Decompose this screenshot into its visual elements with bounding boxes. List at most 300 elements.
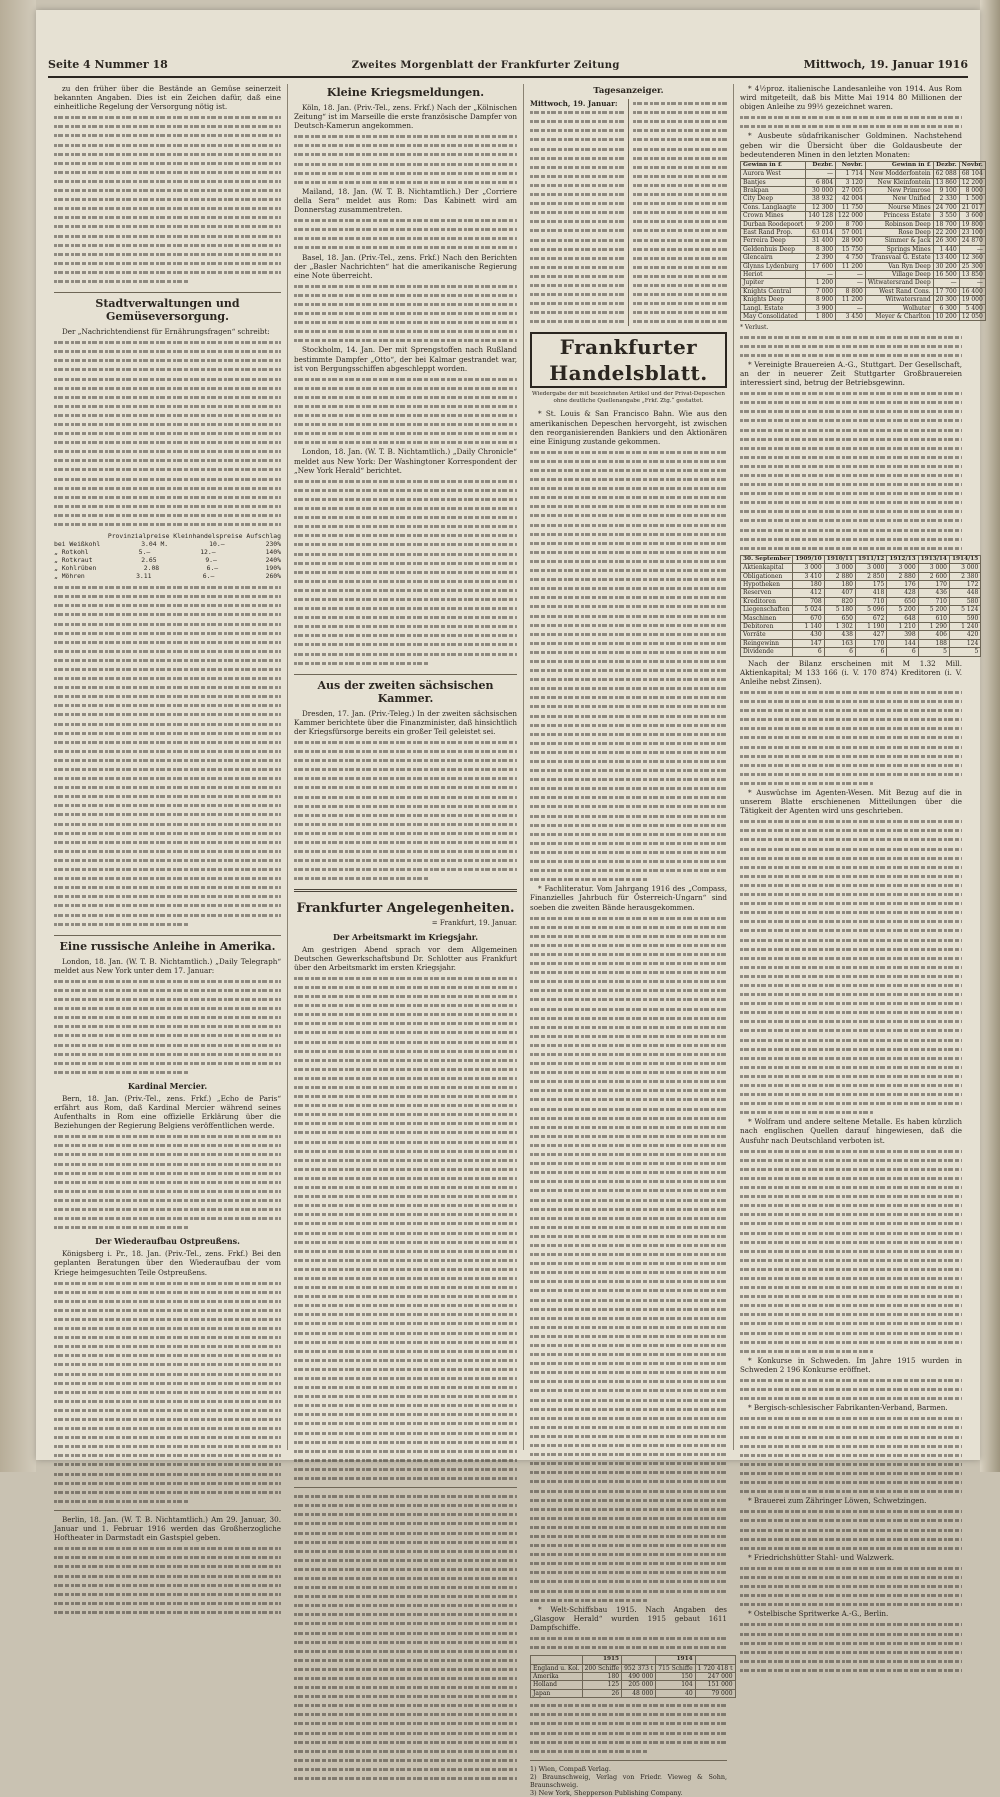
mercier-lead: Bern, 18. Jan. (Priv.-Tel., zens. Frkf.) „Echo de Paris“ erfährt aus Rom, daß Kardinal Mercier während seines Aufenthalts in Rom eine offizielle Erklärung über die Beziehungen der Regierung Belgiens veröffentlichen werde. xyxy=(54,1093,281,1131)
russ-lead: London, 18. Jan. (W. T. B. Nichtamtlich.) „Daily Telegraph“ meldet aus New York unter dem 17. Januar: xyxy=(54,956,281,975)
table-cell: — xyxy=(806,271,836,279)
table-cell: 5 124 xyxy=(949,606,980,614)
price-table-header: Provinzialpreise Kleinhandelspreise Aufschlag xyxy=(107,532,281,541)
price-row xyxy=(54,540,281,548)
price-cell: 3.11 xyxy=(136,572,152,581)
table-cell: Debitoren xyxy=(741,623,793,631)
table-cell: 15 750 xyxy=(836,245,866,253)
table-header-cell xyxy=(695,1656,735,1664)
table-cell: 23 100 xyxy=(959,229,985,237)
table-cell: 2 880 xyxy=(824,572,855,580)
headline-wiederaufbau: Der Wiederaufbau Ostpreußens. xyxy=(95,1236,240,1247)
table-cell: 5 200 xyxy=(918,606,949,614)
table-cell: Knights Central xyxy=(741,287,806,295)
table-cell: 12 300 xyxy=(806,203,836,211)
table-cell: 8 800 xyxy=(836,287,866,295)
table-cell: 24 700 xyxy=(933,203,959,211)
table-cell: 11 200 xyxy=(836,296,866,304)
table-cell: 27 005 xyxy=(836,186,866,194)
table-cell: 170 xyxy=(918,581,949,589)
table-cell: 398 xyxy=(887,631,918,639)
table-cell: Wolhuter xyxy=(865,304,933,312)
table-cell: 6 300 xyxy=(933,304,959,312)
price-cell: bei Weißkohl xyxy=(54,540,101,549)
table-cell: Holland xyxy=(531,1681,583,1689)
table-cell: Cons. Langlaagte xyxy=(741,203,806,211)
gold-row xyxy=(741,203,986,211)
table-header-cell: 1910/11 xyxy=(824,555,855,563)
table-cell: 188 xyxy=(918,639,949,647)
table-cell: 670 xyxy=(793,614,824,622)
balance-row xyxy=(741,623,981,631)
shipbuilding-table xyxy=(530,1655,736,1698)
table-cell: 68 104 xyxy=(959,170,985,178)
table-cell: 28 900 xyxy=(836,237,866,245)
gold-row xyxy=(741,279,986,287)
table-cell: 407 xyxy=(824,589,855,597)
table-cell: 19 800 xyxy=(959,220,985,228)
headline-saechsische-kammer: Aus der zweiten sächsischen Kammer. xyxy=(294,674,517,705)
price-row xyxy=(54,572,281,580)
table-cell: 151 000 xyxy=(695,1681,735,1689)
table-cell: 3 000 xyxy=(793,564,824,572)
gold-row xyxy=(741,170,986,178)
table-header-cell: 1909/10 xyxy=(793,555,824,563)
price-cell: 190% xyxy=(265,564,281,573)
table-cell: 5 xyxy=(918,648,949,656)
table-cell: Heriot xyxy=(741,271,806,279)
table-cell: 8 000 xyxy=(959,186,985,194)
table-header-cell: Novbr. xyxy=(959,161,985,169)
table-cell: 710 xyxy=(855,597,886,605)
balance-row xyxy=(741,606,981,614)
table-cell: 180 xyxy=(582,1673,621,1681)
table-cell: 3 600 xyxy=(959,212,985,220)
table-cell: 16 500 xyxy=(933,271,959,279)
table-cell: 17 700 xyxy=(933,287,959,295)
table-header-cell: 1914/15 xyxy=(949,555,980,563)
table-cell: 412 xyxy=(793,589,824,597)
table-cell: 3 550 xyxy=(933,212,959,220)
table-cell: Springs Mines xyxy=(865,245,933,253)
headline-kardinal-mercier: Kardinal Mercier. xyxy=(127,1080,208,1091)
balance-row xyxy=(741,572,981,580)
table-cell: East Rand Prop. xyxy=(741,229,806,237)
gold-row xyxy=(741,229,986,237)
table-cell: Reserven xyxy=(741,589,793,597)
verlust-note: * Verlust. xyxy=(740,324,769,332)
table-cell: — xyxy=(836,271,866,279)
table-cell: 205 000 xyxy=(622,1681,656,1689)
table-cell: 5 200 xyxy=(887,606,918,614)
weltschiffsbau-lead: * Welt-Schiffsbau 1915. Nach Angaben des „Glasgow Herald“ wurden 1915 gebaut 1611 Dampfschiffe. xyxy=(530,1604,727,1632)
gold-row xyxy=(741,254,986,262)
table-cell: Aurora West xyxy=(741,170,806,178)
table-cell: 180 xyxy=(793,581,824,589)
newspaper-page xyxy=(36,10,983,1797)
table-header-cell: 1911/12 xyxy=(855,555,886,563)
stahl-lead: * Friedrichshütter Stahl- und Walzwerk. xyxy=(748,1552,895,1562)
footnotes xyxy=(530,1765,727,1797)
table-cell: 6 xyxy=(887,648,918,656)
price-cell: 5.— xyxy=(138,548,151,557)
ship-row xyxy=(531,1681,736,1689)
gold-row xyxy=(741,304,986,312)
table-cell: 175 xyxy=(855,581,886,589)
price-cell: 240% xyxy=(265,556,281,565)
table-cell: Transvaal G. Estate xyxy=(865,254,933,262)
handelsblatt-subtitle: Wiedergabe der mit bezeichneten Artikel und der Privat-Depeschen ohne deutliche Quellenangabe „Frkf. Ztg.“ gestattet. xyxy=(532,391,725,405)
table-cell: 650 xyxy=(824,614,855,622)
table-cell: 63 014 xyxy=(806,229,836,237)
table-header-cell: Novbr. xyxy=(836,161,866,169)
table-cell: 22 200 xyxy=(933,229,959,237)
basel-lead: Basel, 18. Jan. (Priv.-Tel., zens. Frkf.) Nach den Berichten der „Basler Nachrichten“ hat die amerikanische Regierung eine Note überreicht. xyxy=(294,252,517,280)
table-cell: 1 720 418 t xyxy=(695,1664,735,1672)
table-cell: 6 xyxy=(824,648,855,656)
table-cell: 708 xyxy=(793,597,824,605)
headline-tagesanzeiger: Tagesanzeiger. xyxy=(593,86,664,96)
table-header-cell: 1913/14 xyxy=(918,555,949,563)
auswuechse-lead: * Auswüchse im Agenten-Wesen. Mit Bezug auf die in unserem Blatte erschienenen Mitteilungen über die Tätigkeit der Agenten wird uns geschrieben. xyxy=(740,788,962,816)
price-cell: 6.— xyxy=(206,564,219,573)
gold-row xyxy=(741,186,986,194)
table-cell: 7 000 xyxy=(806,287,836,295)
column-2 xyxy=(288,84,524,1450)
table-cell: Reingewinn xyxy=(741,639,793,647)
price-cell: „ Rotkraut xyxy=(54,556,93,565)
binding-gutter xyxy=(0,0,36,1472)
table-cell: 6 xyxy=(855,648,886,656)
table-cell: 650 xyxy=(887,597,918,605)
table-header-cell: 1912/13 xyxy=(887,555,918,563)
ship-row xyxy=(531,1689,736,1697)
table-cell: 428 xyxy=(887,589,918,597)
column-4 xyxy=(734,84,983,1619)
table-cell: 125 xyxy=(582,1681,621,1689)
price-cell: 6.— xyxy=(202,572,215,581)
table-cell: 25 300 xyxy=(959,262,985,270)
balance-row xyxy=(741,639,981,647)
table-cell: 8 900 xyxy=(806,296,836,304)
table-cell: England u. Kol. xyxy=(531,1664,583,1672)
bilanz-lead: Nach der Bilanz erscheinen mit M 1.32 Mill. Aktienkapital; M 133 166 (i. V. 170 874) Kreditoren (i. V. Anleihe nebst Zinsen). xyxy=(740,658,962,686)
table-cell: 9 200 xyxy=(806,220,836,228)
table-cell: Brakpan xyxy=(741,186,806,194)
table-cell: 19 000 xyxy=(959,296,985,304)
headline-kleine-kriegsmeldungen: Kleine Kriegsmeldungen. xyxy=(326,86,485,99)
brauerei-lead: * Vereinigte Brauereien A.-G., Stuttgart. Der Gesellschaft, an der in neuerer Zeit Stuttgarter Großbrauereien interessiert sind, betrug der Betriebsgewinn. xyxy=(740,359,962,388)
table-cell: 170 xyxy=(855,639,886,647)
table-cell: 176 xyxy=(887,581,918,589)
fachliteratur-lead: * Fachliteratur. Vom Jahrgang 1916 des „Compass, Finanzielles Jahrbuch für Österreich-Ungarn“ sind soeben die zweiten Bände herausgekommen. xyxy=(530,884,727,912)
table-cell: — xyxy=(959,279,985,287)
table-cell: 12 360 xyxy=(959,254,985,262)
table-cell: Van Ryn Deep xyxy=(865,262,933,270)
table-cell: Witwatersrand Deep xyxy=(865,279,933,287)
table-cell: New Modderfontein xyxy=(865,170,933,178)
table-cell: 1 290 xyxy=(918,623,949,631)
table-cell: Hypotheken xyxy=(741,581,793,589)
table-cell: 3 120 xyxy=(836,178,866,186)
table-cell: 26 300 xyxy=(933,237,959,245)
table-cell: 448 xyxy=(949,589,980,597)
loewen-lead: * Brauerei zum Zähringer Löwen, Schwetzingen. xyxy=(748,1496,927,1506)
table-cell: 200 Schiffe xyxy=(582,1664,621,1672)
ausbeute-lead: * Ausbeute südafrikanischer Goldminen. Nachstehend geben wir die Übersicht über die Goldausbeute der bedeutenderen Minen in den letzten Monaten: xyxy=(740,131,962,159)
price-cell: 140% xyxy=(265,548,281,557)
table-cell: — xyxy=(933,279,959,287)
table-cell: 21 017 xyxy=(959,203,985,211)
wolfram-lead: * Wolfram und andere seltene Metalle. Es haben kürzlich nach englischen Quellen darauf hingewiesen, daß die Ausfuhr nach Deutschland verboten ist. xyxy=(740,1117,962,1145)
table-cell: City Deep xyxy=(741,195,806,203)
table-cell: 12 050 xyxy=(959,313,985,321)
tagesanzeiger-box xyxy=(530,99,727,326)
balance-row xyxy=(741,589,981,597)
table-cell: 648 xyxy=(887,614,918,622)
table-cell: 3 000 xyxy=(918,564,949,572)
table-cell: 715 Schiffe xyxy=(656,1664,695,1672)
balance-row xyxy=(741,597,981,605)
table-cell: 430 xyxy=(793,631,824,639)
table-cell: Simmer & Jack xyxy=(865,237,933,245)
gold-row xyxy=(741,212,986,220)
table-cell: 3 000 xyxy=(824,564,855,572)
table-cell: 62 088 xyxy=(933,170,959,178)
table-cell: 147 xyxy=(793,639,824,647)
table-cell: New Primrose xyxy=(865,186,933,194)
table-cell: 13 860 xyxy=(933,178,959,186)
table-cell: 490 000 xyxy=(622,1673,656,1681)
table-cell: Vorräte xyxy=(741,631,793,639)
table-cell: 580 xyxy=(949,597,980,605)
table-cell: 2 330 xyxy=(933,195,959,203)
price-cell: 230% xyxy=(265,540,281,549)
gold-row xyxy=(741,313,986,321)
table-cell: 3 000 xyxy=(949,564,980,572)
stadt-lead: Der „Nachrichtendienst für Ernährungsfragen“ schreibt: xyxy=(62,327,270,337)
footnote: 3) New York, Shepperson Publishing Company. xyxy=(530,1788,683,1797)
price-cell: 3.04 M. xyxy=(141,540,169,549)
table-cell: 2 880 xyxy=(887,572,918,580)
balance-row xyxy=(741,614,981,622)
balance-row xyxy=(741,564,981,572)
london-lead: London, 18. Jan. (W. T. B. Nichtamtlich.) „Daily Chronicle“ meldet aus New York: Der Washingtoner Korrespondent der „New York Herald“ berichtet. xyxy=(294,447,517,475)
table-cell: 5 180 xyxy=(824,606,855,614)
berlin-lead: Berlin, 18. Jan. (W. T. B. Nichtamtlich.) Am 29. Januar, 30. Januar und 1. Februar 1916 werden das Großherzogliche Hoftheater in Darmstadt ein Gastspiel geben. xyxy=(54,1514,281,1543)
gold-row xyxy=(741,195,986,203)
headline-russische-anleihe: Eine russische Anleihe in Amerika. xyxy=(54,935,281,953)
issue-date: Mittwoch, 19. Januar 1916 xyxy=(803,58,968,71)
table-cell: 8 300 xyxy=(806,245,836,253)
table-cell: 420 xyxy=(949,631,980,639)
table-cell: 17 600 xyxy=(806,262,836,270)
table-cell: 247 000 xyxy=(695,1673,735,1681)
masthead xyxy=(48,58,968,78)
table-cell: 57 001 xyxy=(836,229,866,237)
anleihe-lead: * 4½proz. italienische Landesanleihe von 1914. Aus Rom wird mitgeteilt, daß bis Mitte Mai 1914 80 Millionen der obigen Anleihe zu 99½ gezeichnet waren. xyxy=(740,84,962,112)
table-cell: Geldenhuis Deep xyxy=(741,245,806,253)
table-cell: 436 xyxy=(918,589,949,597)
table-cell: 406 xyxy=(918,631,949,639)
konkurse-lead: * Konkurse in Schweden. Im Jahre 1915 wurden in Schweden 2 196 Konkurse eröffnet. xyxy=(740,1355,962,1374)
table-cell: 3 900 xyxy=(806,304,836,312)
tagesanzeiger-date: Mittwoch, 19. Januar: xyxy=(530,99,618,109)
price-cell: 2.08 xyxy=(143,564,160,573)
table-cell: 38 932 xyxy=(806,195,836,203)
table-cell: 13 400 xyxy=(933,254,959,262)
table-cell: 952 373 t xyxy=(622,1664,656,1672)
price-cell: 10.— xyxy=(209,540,225,549)
mailand-lead: Mailand, 18. Jan. (W. T. B. Nichtamtlich.) Der „Corriere della Sera“ meldet aus Rom: Das Kabinett wird am Donnerstag zusammentreten. xyxy=(294,186,517,215)
price-cell: 260% xyxy=(265,572,281,581)
price-cell: „ Kohlrüben xyxy=(54,564,97,573)
table-header-cell: Dezbr. xyxy=(806,161,836,169)
table-cell: 2 390 xyxy=(806,254,836,262)
headline-stadtverwaltungen: Stadtverwaltungen und Gemüseversorgung. xyxy=(54,292,281,323)
table-header-cell xyxy=(531,1656,583,1664)
price-table xyxy=(54,532,281,580)
table-cell: 3 450 xyxy=(836,313,866,321)
table-cell: 1 500 xyxy=(959,195,985,203)
ship-row xyxy=(531,1664,736,1672)
price-cell: „ Rotkohl xyxy=(54,548,89,557)
table-cell: Nourse Mines xyxy=(865,203,933,211)
table-cell: — xyxy=(836,279,866,287)
gold-row xyxy=(741,296,986,304)
price-row xyxy=(54,548,281,556)
balance-row xyxy=(741,631,981,639)
table-cell: 2 600 xyxy=(918,572,949,580)
table-cell: Witwatersrand xyxy=(865,296,933,304)
table-cell: Kreditoren xyxy=(741,597,793,605)
table-cell: Dividende xyxy=(741,648,793,656)
table-cell: Princess Estate xyxy=(865,212,933,220)
table-cell: 6 xyxy=(793,648,824,656)
table-cell: 144 xyxy=(887,639,918,647)
table-cell: 5 096 xyxy=(855,606,886,614)
frankfurt-dateline: = Frankfurt, 19. Januar. xyxy=(431,918,517,927)
arbeit-lead: Am gestrigen Abend sprach vor dem Allgemeinen Deutschen Gewerkschaftsbund Dr. Schlotter aus Frankfurt über den Arbeitsmarkt im ersten Kriegsjahr. xyxy=(294,944,517,972)
table-cell: — xyxy=(959,245,985,253)
table-cell: 1 200 xyxy=(806,279,836,287)
intro-text: zu den früher über die Bestände an Gemüse seinerzeit bekannten Angaben. Dies ist ein Zeichen dafür, daß eine einheitliche Regelung der Versorgung nötig ist. xyxy=(54,84,281,112)
gold-row xyxy=(741,287,986,295)
table-cell: 710 xyxy=(918,597,949,605)
table-cell: New Kleinfontein xyxy=(865,178,933,186)
gold-row xyxy=(741,237,986,245)
balance-table xyxy=(740,555,981,657)
table-cell: Glynns Lydenburg xyxy=(741,262,806,270)
table-cell: 172 xyxy=(949,581,980,589)
gold-row xyxy=(741,262,986,270)
table-cell: 104 xyxy=(656,1681,695,1689)
price-cell: „ Möhren xyxy=(54,572,85,581)
gold-mines-table xyxy=(740,161,986,322)
table-header-cell: Dezbr. xyxy=(933,161,959,169)
table-cell: 1 714 xyxy=(836,170,866,178)
handelsblatt-title: Frankfurter Handelsblatt. xyxy=(530,332,727,388)
table-header-cell: 30. September xyxy=(741,555,793,563)
table-cell: 122 000 xyxy=(836,212,866,220)
footnote: 1) Wien, Compaß Verlag. xyxy=(530,1764,611,1773)
table-cell: Knights Deep xyxy=(741,296,806,304)
table-cell: Ferreira Deep xyxy=(741,237,806,245)
table-cell: 610 xyxy=(918,614,949,622)
table-cell: 427 xyxy=(855,631,886,639)
gold-row xyxy=(741,220,986,228)
dresden-lead: Dresden, 17. Jan. (Priv.-Teleg.) In der zweiten sächsischen Kammer berichtete über die Finanzminister, daß hinsichtlich der Kriegsfürsorge bereits ein großer Teil geleistet sei. xyxy=(294,708,517,736)
table-cell: Obligationen xyxy=(741,572,793,580)
table-cell: 1 800 xyxy=(806,313,836,321)
ostelbisch-lead: * Ostelbische Spritwerke A.-G., Berlin. xyxy=(748,1609,889,1619)
table-cell: 24 870 xyxy=(959,237,985,245)
table-cell: 13 850 xyxy=(959,271,985,279)
wieder-lead: Königsberg i. Pr., 18. Jan. (Priv.-Tel., zens. Frkf.) Bei den geplanten Beratungen über den Wiederaufbau der vom Kriege heimgesuchten Teile Ostpreußens. xyxy=(54,1249,281,1277)
stockholm-lead: Stockholm, 14. Jan. Der mit Sprengstoffen nach Rußland bestimmte Dampfer „Otto“, der bei Kalmar gestrandet war, ist von Bergungsschiffen abgeschleppt worden. xyxy=(294,345,517,373)
table-cell: Jupiter xyxy=(741,279,806,287)
price-row xyxy=(54,556,281,564)
table-cell: 1 210 xyxy=(887,623,918,631)
table-cell: — xyxy=(806,170,836,178)
table-cell: 42 004 xyxy=(836,195,866,203)
table-cell: 1 140 xyxy=(793,623,824,631)
table-cell: Village Deep xyxy=(865,271,933,279)
balance-row xyxy=(741,581,981,589)
table-cell: 820 xyxy=(824,597,855,605)
table-cell: 31 400 xyxy=(806,237,836,245)
price-cell: 9.— xyxy=(205,556,217,565)
table-cell: 48 000 xyxy=(622,1689,656,1697)
table-cell: Robinson Deep xyxy=(865,220,933,228)
table-cell: Glencairn xyxy=(741,254,806,262)
table-cell: — xyxy=(836,304,866,312)
gold-row xyxy=(741,245,986,253)
table-cell: Amerika xyxy=(531,1673,583,1681)
table-cell: 11 750 xyxy=(836,203,866,211)
table-cell: New Unified xyxy=(865,195,933,203)
headline-frankfurter-angelegenheiten: Frankfurter Angelegenheiten. xyxy=(296,900,515,916)
table-cell: Crown Mines xyxy=(741,212,806,220)
table-cell: Liegenschaften xyxy=(741,606,793,614)
table-cell: West Rand Cons. xyxy=(865,287,933,295)
table-cell: 11 200 xyxy=(836,262,866,270)
table-cell: 5 400 xyxy=(959,304,985,312)
table-cell: 2 850 xyxy=(855,572,886,580)
table-cell: 672 xyxy=(855,614,886,622)
gold-row xyxy=(741,178,986,186)
headline-arbeitsmarkt: Der Arbeitsmarkt im Kriegsjahr. xyxy=(332,931,479,942)
table-cell: 3 000 xyxy=(887,564,918,572)
table-cell: 1 240 xyxy=(949,623,980,631)
table-cell: 590 xyxy=(949,614,980,622)
table-cell: 26 xyxy=(582,1689,621,1697)
table-cell: 9 100 xyxy=(933,186,959,194)
table-cell: Bantjes xyxy=(741,178,806,186)
table-cell: Rose Deep xyxy=(865,229,933,237)
table-header-cell xyxy=(622,1656,656,1664)
price-row xyxy=(54,564,281,572)
table-cell: 12 200 xyxy=(959,178,985,186)
table-cell: 79 000 xyxy=(695,1689,735,1697)
table-cell: 5 024 xyxy=(793,606,824,614)
table-cell: 10 200 xyxy=(933,313,959,321)
column-1 xyxy=(48,84,288,1543)
table-cell: 8 700 xyxy=(836,220,866,228)
gold-row xyxy=(741,271,986,279)
table-cell: May Consolidated xyxy=(741,313,806,321)
price-table-rows xyxy=(54,540,281,580)
